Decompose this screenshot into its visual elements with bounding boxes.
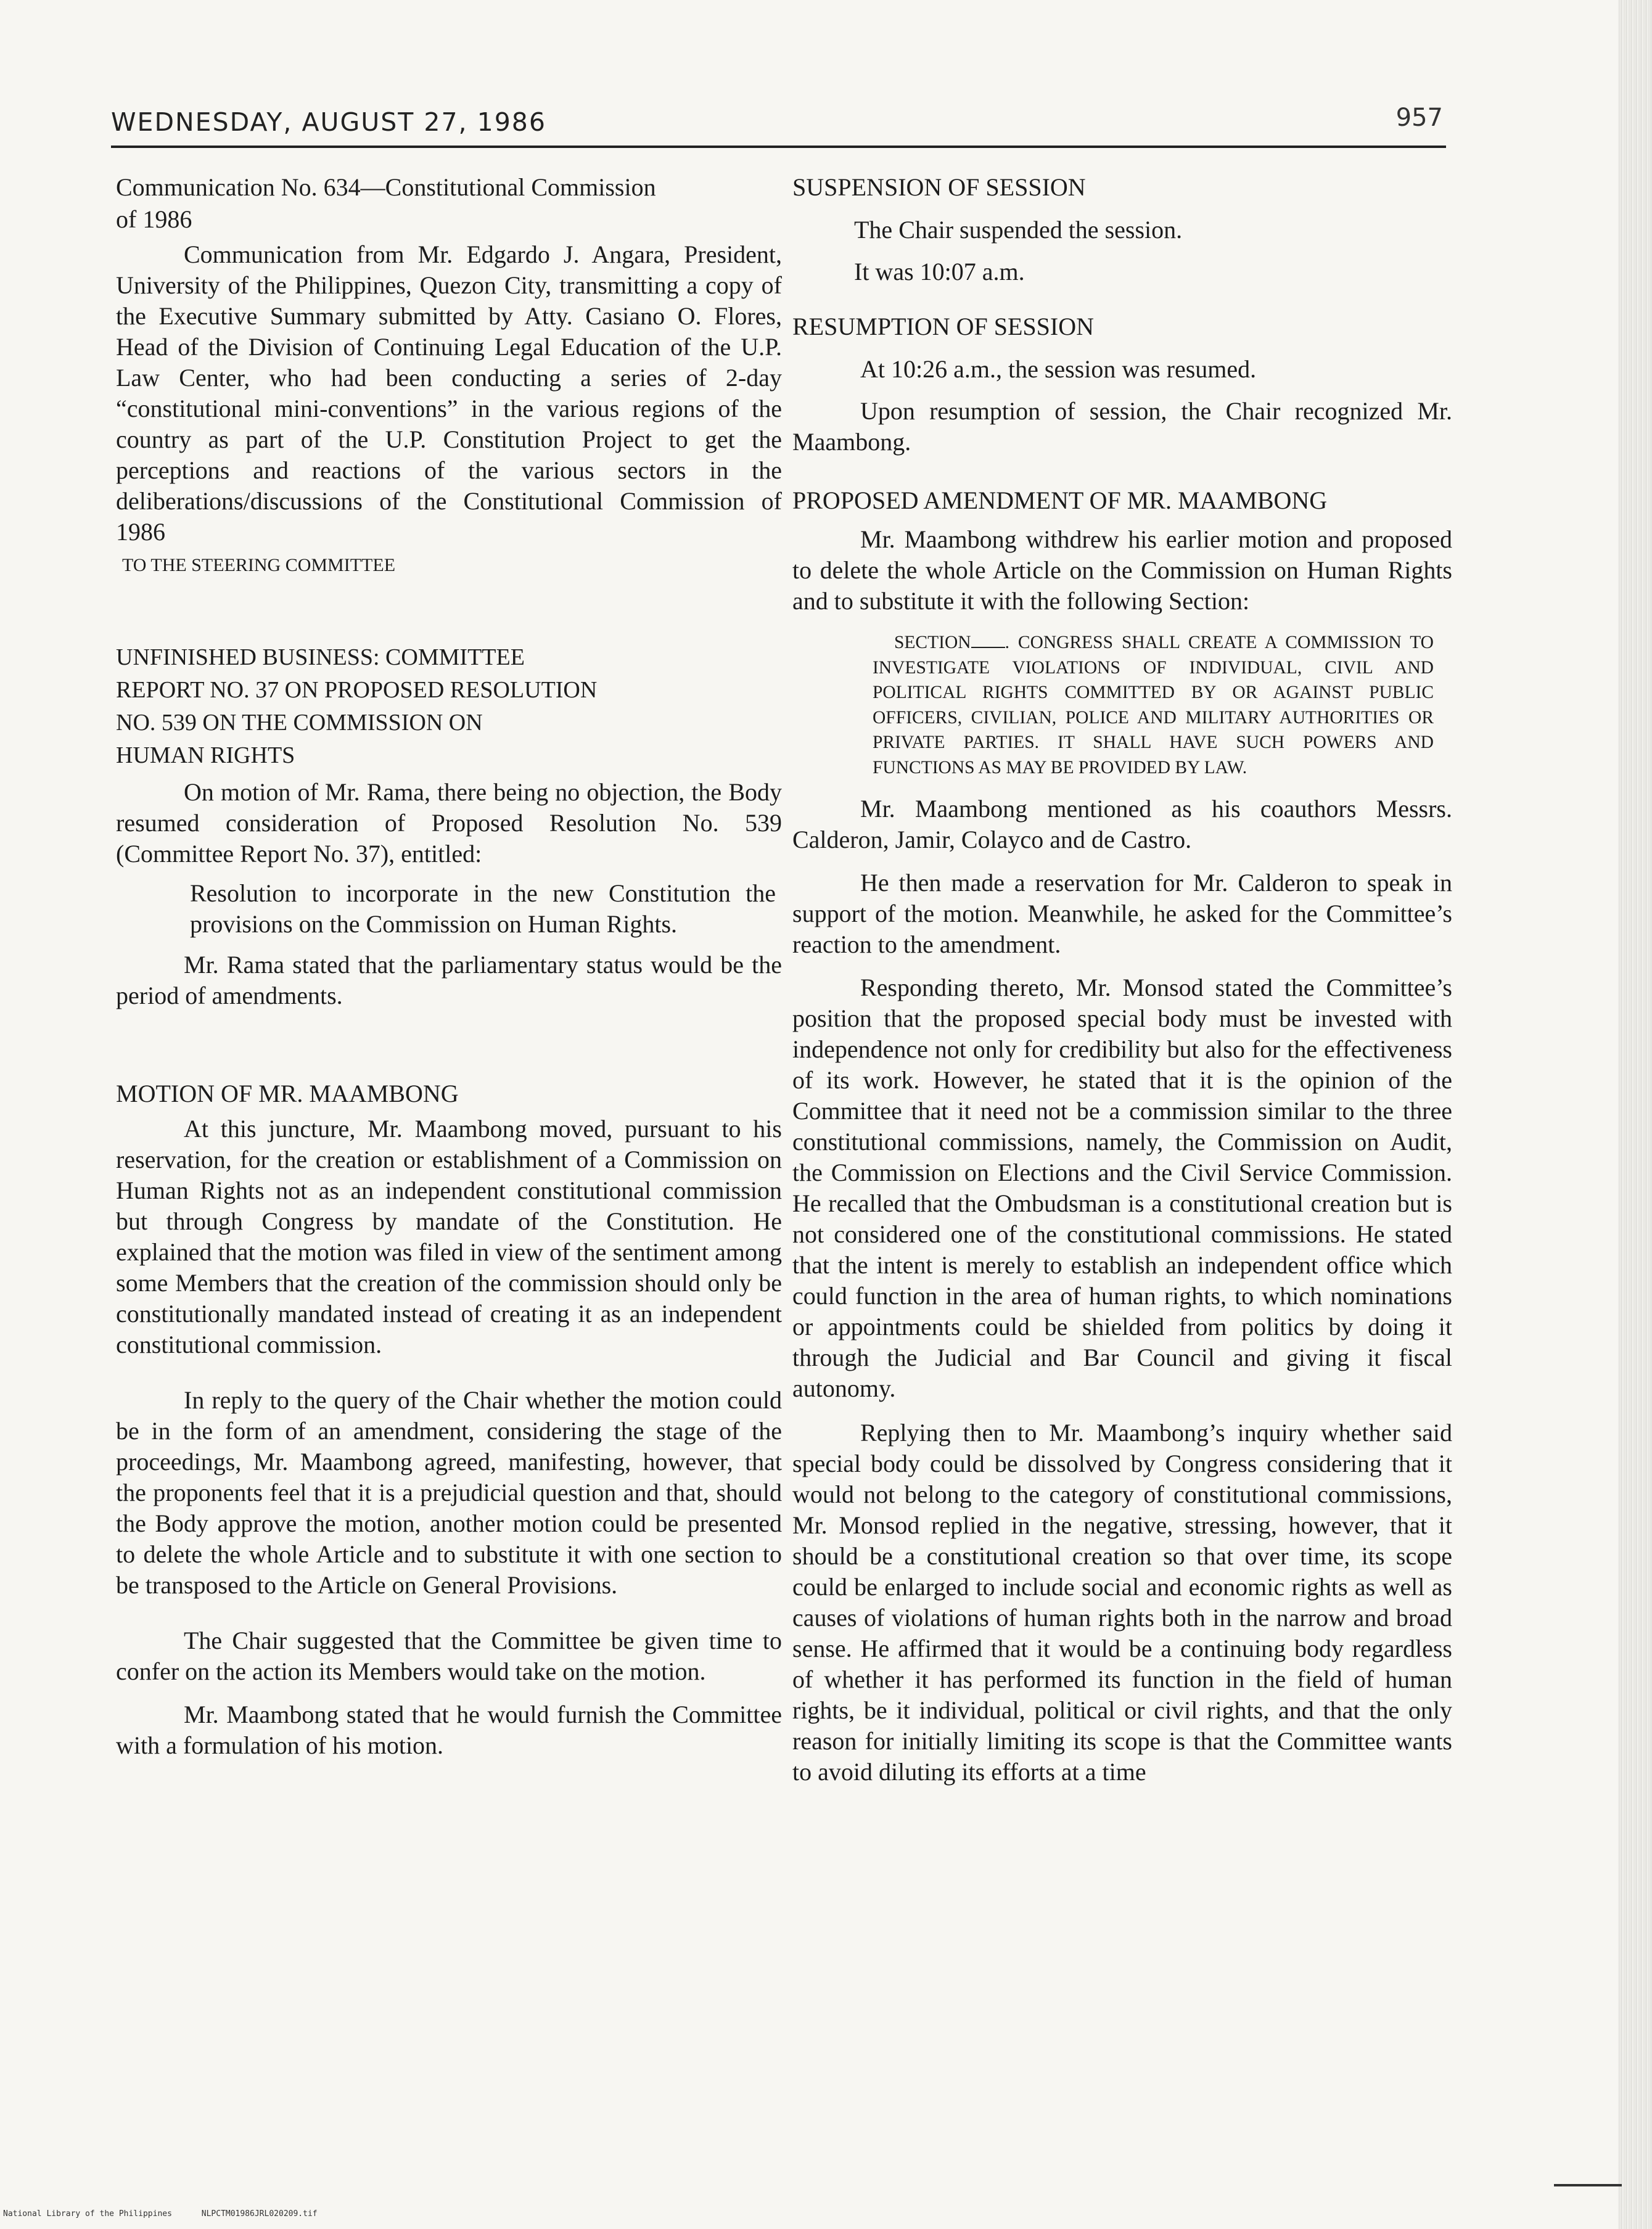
communication-heading-line-1: Communication No. 634—Constitutional Commission	[116, 173, 656, 201]
scan-edge-mark	[1554, 2184, 1622, 2186]
page-number: 957	[1395, 104, 1443, 132]
amendment-paragraph-5: Replying then to Mr. Maambong’s inquiry whether said special body could be dissolved by Congress considering that it would not belong to the category of constitutional commissions, Mr. Monsod replied in the negative, stressing, however, that it should be a constitutional creation so that over time, its scope could be enlarged to include social and economic rights as well as causes of violations of human rights both in the narrow and broad sense. He affirmed that it would be a continuing body regardless of whether it has performed its function in the field of human rights, be it individual, political or civil rights, and that the only reason for initially limiting its scope is that the Committee wants to avoid diluting its efforts at a time	[792, 1419, 1452, 1786]
suspension-paragraph-2: It was 10:07 a.m.	[854, 258, 1025, 285]
unfinished-heading-line-1: UNFINISHED BUSINESS: COMMITTEE	[116, 644, 525, 670]
unfinished-heading-line-3: NO. 539 ON THE COMMISSION ON	[116, 710, 483, 736]
communication-referral: TO THE STEERING COMMITTEE	[122, 555, 396, 575]
communication-heading	[116, 171, 782, 236]
amendment-heading: PROPOSED AMENDMENT OF MR. MAAMBONG	[792, 486, 1328, 514]
header-date: WEDNESDAY, AUGUST 27, 1986	[111, 107, 546, 137]
footer-file: NLPCTM01986JRL020209.tif	[201, 2209, 318, 2219]
section-number-blank	[971, 632, 1005, 648]
communication-heading-line-2: of 1986	[116, 205, 192, 233]
suspension-heading: SUSPENSION OF SESSION	[792, 173, 1086, 201]
proposed-section-text	[873, 630, 1434, 780]
scan-footer	[3, 2209, 318, 2219]
motion-paragraph-3: The Chair suggested that the Committee be given time to confer on the action its Members would take on the motion.	[116, 1627, 782, 1685]
scan-page-edge	[1618, 0, 1652, 2229]
amendment-paragraph-1: Mr. Maambong withdrew his earlier motion and proposed to delete the whole Article on the Commission on Human Rights and to substitute it with the following Section:	[792, 525, 1452, 615]
footer-library: National Library of the Philippines	[3, 2209, 172, 2219]
amendment-paragraph-3: He then made a reservation for Mr. Calderon to speak in support of the motion. Meanwhile, he asked for the Committee’s reaction to the amendment.	[792, 869, 1452, 958]
page-header	[111, 104, 1443, 147]
resumption-heading: RESUMPTION OF SESSION	[792, 313, 1094, 340]
amendment-paragraph-2: Mr. Maambong mentioned as his coauthors Messrs. Calderon, Jamir, Colayco and de Castro.	[792, 795, 1452, 853]
motion-paragraph-2: In reply to the query of the Chair whether the motion could be in the form of an amendment, considering the stage of the proceedings, Mr. Maambong agreed, manifesting, however, that the proponents feel that it is a prejudicial question and that, should the Body approve the motion, another motion could be presented to delete the whole Article and to substitute it with one section to be transposed to the Article on General Provisions.	[116, 1386, 782, 1599]
proposed-section-body	[873, 630, 1434, 780]
suspension-paragraph-1: The Chair suspended the session.	[854, 216, 1183, 244]
resumption-paragraph-2: Upon resumption of session, the Chair recognized Mr. Maambong.	[792, 397, 1452, 456]
resolution-title: Resolution to incorporate in the new Constitution the provisions on the Commission on Human Rights.	[190, 879, 776, 938]
amendment-paragraph-4: Responding thereto, Mr. Monsod stated the Committee’s position that the proposed special body must be invested with independence not only for credibility but also for the effectiveness of its work. However, he stated that it is the opinion of the Committee that it need not be a commission similar to the three constitutional commissions, namely, the Commission on Audit, the Commission on Elections and the Civil Service Commission. He recalled that the Ombudsman is a constitutional creation but is not considered one of the constitutional commissions. He stated that the intent is merely to establish an independent office which could function in the area of human rights, to which nominations or appointments could be shielded from politics by doing it through the Judicial and Bar Council and giving it fiscal autonomy.	[792, 974, 1452, 1402]
motion-paragraph-4: Mr. Maambong stated that he would furnish the Committee with a formulation of his motion.	[116, 1701, 782, 1759]
unfinished-business-heading	[116, 641, 782, 772]
section-text: . CONGRESS SHALL CREATE A COMMISSION TO INVESTIGATE VIOLATIONS OF INDIVIDUAL, CIVIL AND POLITICAL RIGHTS COMMITTED BY OR AGAINST PUBLIC OFFICERS, CIVILIAN, POLICE AND MILITARY AUTHORITIES OR PRIVATE PARTIES. IT SHALL HAVE SUCH POWERS AND FUNCTIONS AS MAY BE PROVIDED BY LAW.	[873, 633, 1434, 778]
motion-heading: MOTION OF MR. MAAMBONG	[116, 1080, 459, 1107]
unfinished-heading-line-2: REPORT NO. 37 ON PROPOSED RESOLUTION	[116, 677, 598, 703]
communication-body: Communication from Mr. Edgardo J. Angara, President, University of the Philippines, Quezon City, transmitting a copy of the Executive Summary submitted by Atty. Casiano O. Flores, Head of the Division of Continuing Legal Education of the U.P. Law Center, who had been conducting a series of 2-day “constitutional mini-conventions” in the various regions of the country as part of the U.P. Constitution Project to get the perceptions and reactions of the various sectors in the deliberations/discussions of the Constitutional Commission of 1986	[116, 240, 782, 546]
unfinished-paragraph-1: On motion of Mr. Rama, there being no objection, the Body resumed consideration of Proposed Resolution No. 539 (Committee Report No. 37), entitled:	[116, 778, 782, 868]
right-column	[792, 171, 1452, 1788]
unfinished-heading-line-4: HUMAN RIGHTS	[116, 742, 295, 768]
unfinished-paragraph-2: Mr. Rama stated that the parliamentary status would be the period of amendments.	[116, 951, 782, 1009]
header-rule	[111, 146, 1446, 148]
left-column	[116, 171, 782, 1761]
motion-paragraph-1: At this juncture, Mr. Maambong moved, pursuant to his reservation, for the creation or establishment of a Commission on Human Rights not as an independent constitutional commission but through Congress by mandate of the Constitution. He explained that the motion was filed in view of the sentiment among some Members that the creation of the commission should only be constitutionally mandated instead of creating it as an independent constitutional commission.	[116, 1115, 782, 1358]
section-label: SECTION	[894, 633, 971, 652]
resumption-paragraph-1: At 10:26 a.m., the session was resumed.	[860, 355, 1257, 383]
